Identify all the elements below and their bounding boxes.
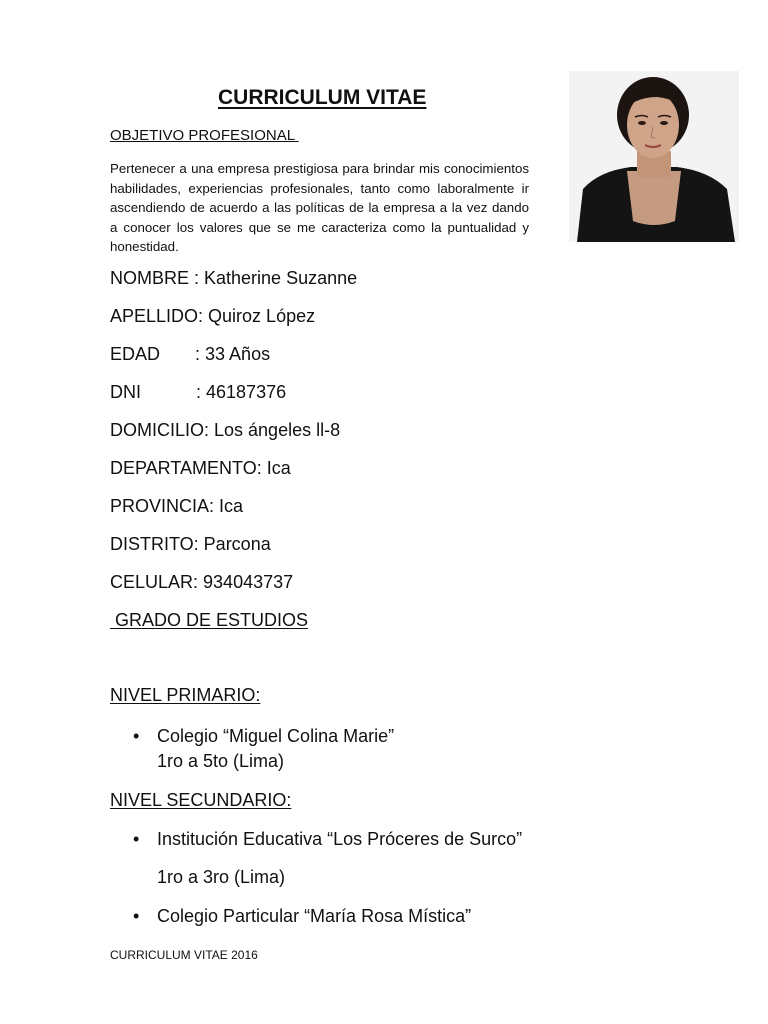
profile-photo (569, 71, 739, 242)
primary-level-heading: NIVEL PRIMARIO: (110, 685, 261, 705)
objective-heading: OBJETIVO PROFESIONAL (110, 127, 299, 144)
field-provincia: PROVINCIA: Ica (110, 496, 244, 516)
field-domicilio: DOMICILIO: Los ángeles ll-8 (110, 420, 341, 440)
primary-school-name: Colegio “Miguel Colina Marie” (157, 726, 395, 746)
field-edad: EDAD : 33 Años (110, 344, 271, 364)
secondary-school-name: Institución Educativa “Los Próceres de Surco” (157, 829, 523, 849)
field-nombre: NOMBRE : Katherine Suzanne (110, 268, 358, 288)
field-departamento: DEPARTAMENTO: Ica (110, 458, 291, 478)
profile-photo-illustration (569, 71, 739, 242)
bullet-icon: • (133, 829, 140, 849)
bullet-icon: • (133, 906, 140, 926)
bullet-icon: • (133, 726, 140, 746)
secondary-school-name: Colegio Particular “María Rosa Mística” (157, 906, 472, 926)
primary-school-detail: 1ro a 5to (Lima) (157, 751, 285, 771)
document-title: CURRICULUM VITAE (218, 86, 427, 109)
field-apellido: APELLIDO: Quiroz López (110, 306, 316, 326)
field-celular: CELULAR: 934043737 (110, 572, 294, 592)
education-heading: GRADO DE ESTUDIOS (110, 610, 309, 630)
secondary-level-heading: NIVEL SECUNDARIO: (110, 790, 292, 810)
objective-text: Pertenecer a una empresa prestigiosa para brindar mis conocimientos habilidades, experiencias profesionales, tanto como laboralmente ir ascendiendo de acuerdo a las políticas de la empresa a la vez dando a conocer los valores que se me caracteriza como la puntualidad y honestidad. (110, 161, 529, 254)
field-distrito: DISTRITO: Parcona (110, 534, 271, 554)
page-footer: CURRICULUM VITAE 2016 (110, 948, 258, 962)
field-dni: DNI : 46187376 (110, 382, 287, 402)
secondary-school-detail: 1ro a 3ro (Lima) (157, 867, 286, 887)
